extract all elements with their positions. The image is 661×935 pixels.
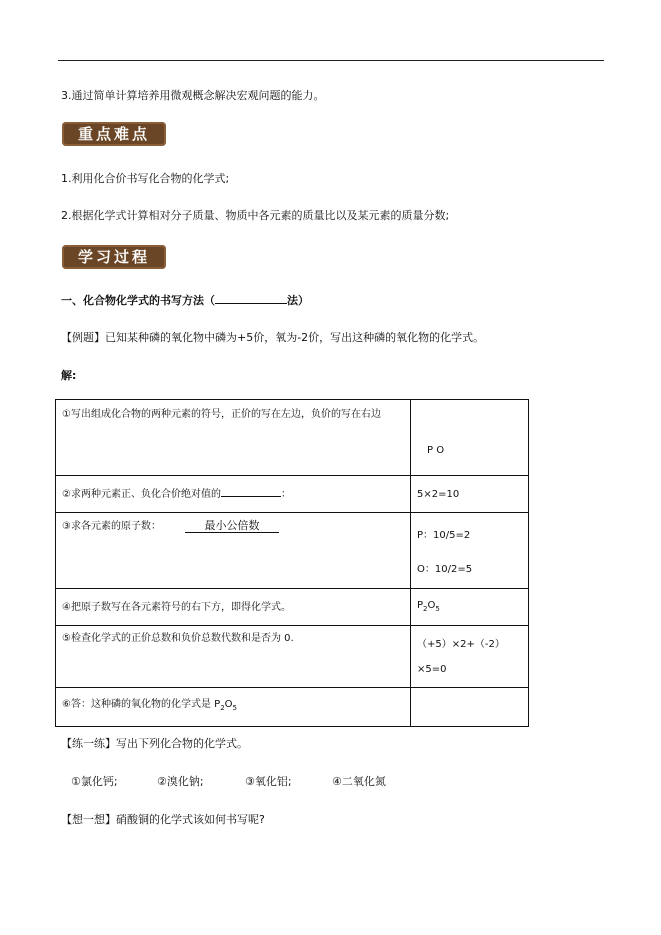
step-5-text: ⑤检查化学式的正价总数和负价总数代数和是否为 0. (56, 626, 411, 688)
table-row (56, 513, 529, 589)
step-2-result: 5×2=10 (411, 476, 529, 513)
section-heading-blank[interactable] (215, 293, 287, 304)
step-2-suffix: ： (280, 489, 291, 500)
step-3-result-o: O：10/2=5 (417, 564, 473, 575)
step-6-text: ⑥答：这种磷的氧化物的化学式是 P (62, 699, 221, 710)
badge-learning-process: 学习过程 (62, 245, 166, 269)
answer-o-sub: 5 (232, 704, 237, 712)
step-6-result (411, 688, 529, 727)
answer-o: O (224, 699, 233, 710)
step-3-result-p: P：10/5=2 (417, 530, 471, 541)
think-prompt: 【想一想】硝酸铜的化学式该如何书写呢? (61, 813, 265, 826)
step-2-cell (56, 476, 411, 513)
practice-item-4: ④二氧化氮 (332, 775, 386, 788)
section-heading-suffix: 法） (287, 294, 309, 307)
table-row (56, 476, 529, 513)
step-2-text: ②求两种元素正、负化合价绝对值的 (62, 489, 221, 500)
practice-heading: 【练一练】写出下列化合物的化学式。 (61, 737, 248, 750)
practice-item-2: ②溴化钠; (157, 775, 204, 788)
example-text: 【例题】已知某种磷的氧化物中磷为+5价，氧为-2价，写出这种磷的氧化物的化学式。 (61, 331, 485, 344)
step-6-cell (56, 688, 411, 727)
badge-key-points: 重点难点 (62, 122, 166, 146)
key-point-2: 2.根据化学式计算相对分子质量、物质中各元素的质量比以及某元素的质量分数; (61, 209, 450, 222)
solution-label: 解: (61, 369, 77, 382)
answer-p-sub: 2 (220, 704, 225, 712)
table-row (56, 589, 529, 626)
practice-item-1: ①氯化钙; (71, 775, 118, 788)
step-1-text: ①写出组成化合物的两种元素的符号，正价的写在左边，负价的写在右边 (56, 400, 411, 476)
formula-p-sub: 2 (423, 604, 428, 613)
steps-table (55, 399, 529, 727)
table-row (56, 400, 529, 476)
section-heading-prefix: 一、化合物化学式的书写方法（ (61, 294, 215, 307)
step-3-text: ③求各元素的原子数： (62, 521, 161, 532)
step-3-result-cell (411, 513, 529, 589)
section-heading-1 (61, 293, 309, 308)
formula-o-sub: 5 (435, 604, 440, 613)
step-2-blank[interactable] (221, 487, 281, 497)
step-4-formula (411, 589, 529, 626)
step-5-result: （+5）×2+（-2）×5=0 (411, 626, 529, 688)
objective-3: 3.通过简单计算培养用微观概念解决宏观问题的能力。 (61, 89, 325, 102)
table-row (56, 688, 529, 727)
step-3-lcm-answer: 最小公倍数 (185, 519, 279, 533)
practice-item-3: ③氧化铝; (245, 775, 292, 788)
step-4-text: ④把原子数写在各元素符号的右下方，即得化学式。 (56, 589, 411, 626)
key-point-1: 1.利用化合价书写化合物的化学式; (61, 172, 230, 185)
formula-p: P (417, 599, 424, 611)
step-1-result: P O (411, 400, 529, 476)
step-3-cell (56, 513, 411, 589)
table-row (56, 626, 529, 688)
formula-o: O (427, 599, 436, 611)
header-rule (58, 60, 604, 61)
